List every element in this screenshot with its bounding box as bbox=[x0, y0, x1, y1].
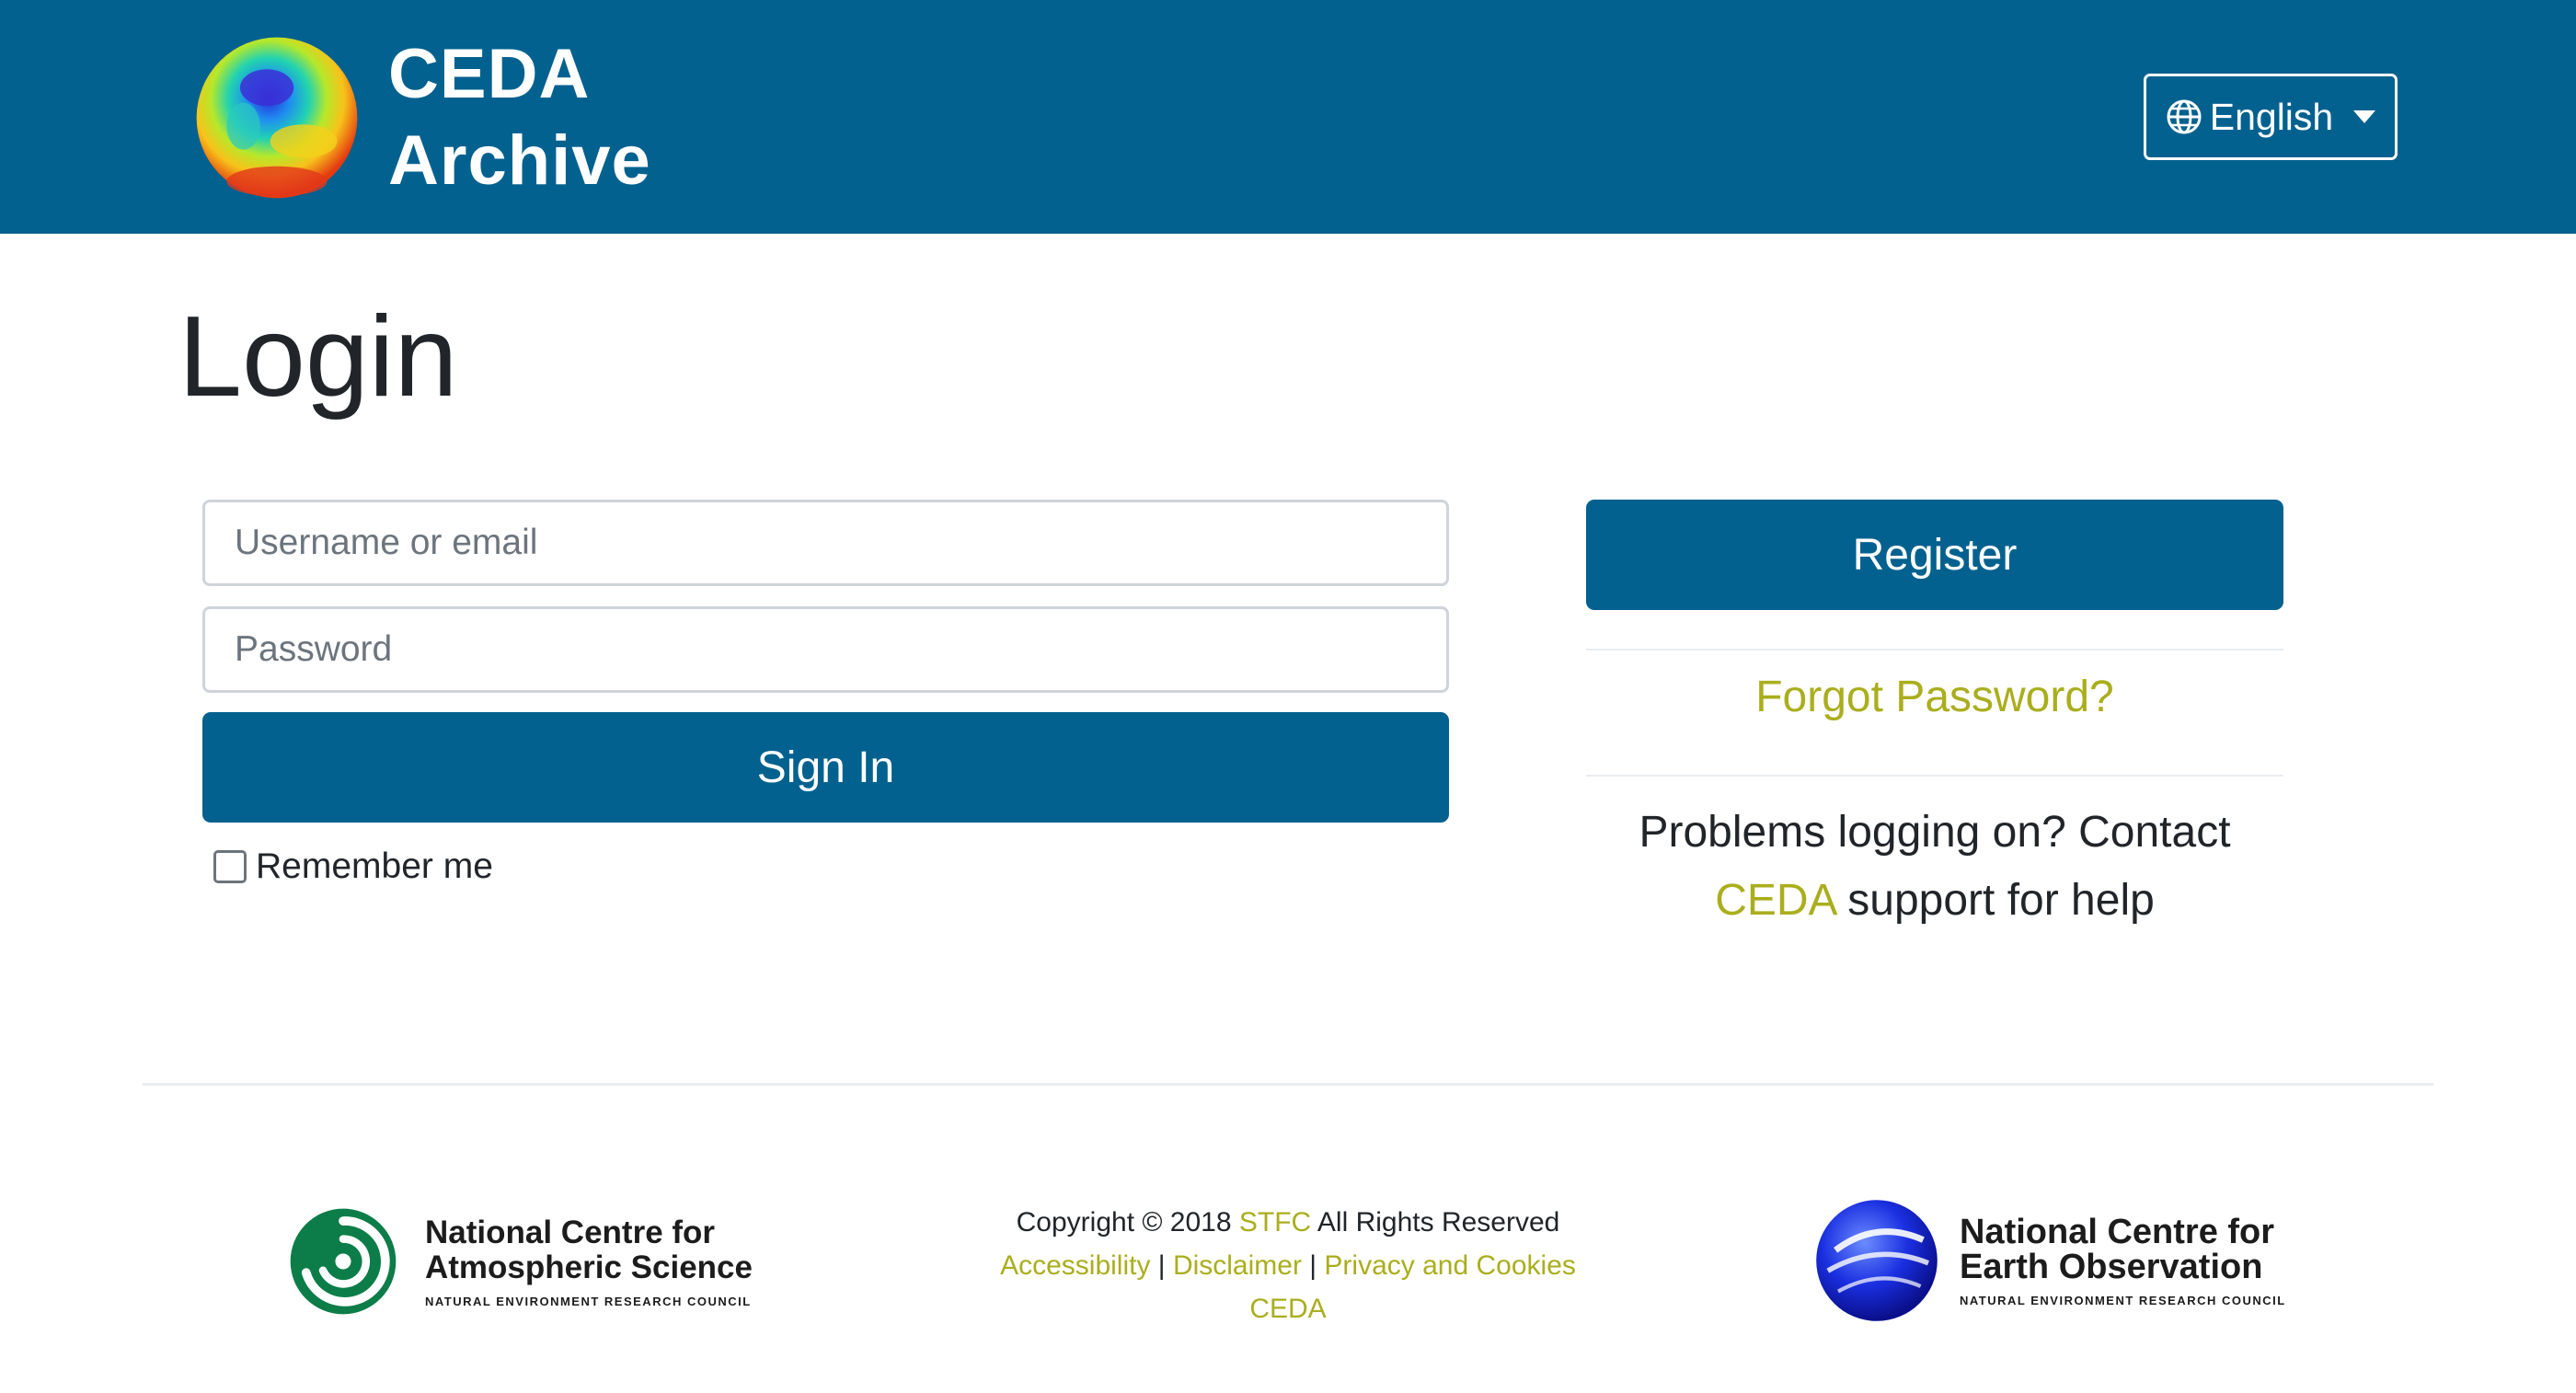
ceda-support-link[interactable]: CEDA bbox=[1715, 876, 1835, 925]
divider bbox=[1586, 775, 2283, 777]
ncas-line-2: Atmospheric Science bbox=[425, 1249, 753, 1285]
support-text: support for help bbox=[1834, 876, 2155, 925]
page-title: Login bbox=[178, 294, 458, 420]
sign-in-button[interactable]: Sign In bbox=[202, 712, 1449, 823]
ceda-globe-logo bbox=[193, 34, 361, 201]
ncas-name bbox=[425, 1215, 753, 1308]
link-separator: | bbox=[1150, 1250, 1173, 1281]
copyright-suffix: All Rights Reserved bbox=[1311, 1207, 1560, 1238]
checkbox-box[interactable] bbox=[213, 850, 247, 883]
language-label: English bbox=[2209, 95, 2334, 138]
ncas-line-1: National Centre for bbox=[425, 1214, 716, 1250]
ncas-subtitle: NATURAL ENVIRONMENT RESEARCH COUNCIL bbox=[425, 1294, 752, 1308]
remember-me-label: Remember me bbox=[256, 846, 493, 886]
copyright-prefix: Copyright © 2018 bbox=[1016, 1207, 1239, 1238]
remember-me-checkbox[interactable] bbox=[213, 846, 493, 887]
ceda-footer-link[interactable]: CEDA bbox=[1249, 1294, 1327, 1324]
nceo-subtitle: NATURAL ENVIRONMENT RESEARCH COUNCIL bbox=[1960, 1293, 2286, 1307]
register-button[interactable]: Register bbox=[1586, 500, 2283, 610]
privacy-cookies-link[interactable]: Privacy and Cookies bbox=[1324, 1250, 1576, 1281]
language-dropdown[interactable] bbox=[2144, 74, 2398, 160]
password-input[interactable] bbox=[202, 606, 1449, 693]
chevron-down-icon bbox=[2353, 110, 2375, 123]
brand-line-1: CEDA bbox=[388, 35, 591, 113]
link-separator: | bbox=[1301, 1250, 1325, 1281]
brand-name bbox=[388, 31, 651, 204]
nceo-earth-icon bbox=[1812, 1196, 1941, 1325]
accessibility-link[interactable]: Accessibility bbox=[1000, 1250, 1151, 1281]
ncas-logo[interactable] bbox=[287, 1205, 753, 1318]
forgot-password-link[interactable]: Forgot Password? bbox=[1755, 673, 2114, 721]
brand-line-2: Archive bbox=[388, 121, 651, 200]
nceo-name bbox=[1960, 1212, 2286, 1307]
nceo-line-1: National Centre for bbox=[1960, 1212, 2275, 1251]
username-input[interactable] bbox=[202, 500, 1449, 586]
globe-icon bbox=[2166, 98, 2202, 135]
nceo-logo[interactable] bbox=[1812, 1196, 2286, 1325]
stfc-link[interactable]: STFC bbox=[1238, 1207, 1312, 1238]
nceo-line-2: Earth Observation bbox=[1960, 1247, 2263, 1286]
problems-text: Problems logging on? Contact bbox=[1639, 808, 2231, 857]
top-navbar bbox=[0, 0, 2576, 234]
divider bbox=[1586, 649, 2283, 650]
brand-home-link[interactable] bbox=[193, 33, 651, 202]
ncas-swirl-icon bbox=[287, 1205, 399, 1318]
footer-copyright bbox=[966, 1201, 1610, 1330]
disclaimer-link[interactable]: Disclaimer bbox=[1172, 1250, 1302, 1281]
footer-divider bbox=[143, 1083, 2433, 1086]
support-help-text bbox=[1586, 799, 2283, 935]
